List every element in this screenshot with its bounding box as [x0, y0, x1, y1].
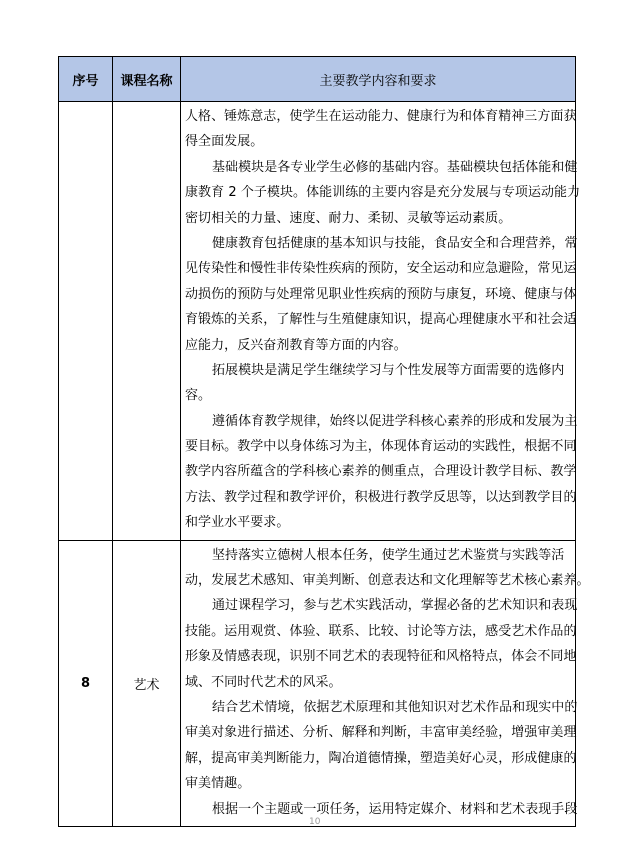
content-line: 域、不同时代艺术的风采。 — [185, 674, 342, 690]
content-line: 密切相关的力量、速度、耐力、柔韧、灵敏等运动素质。 — [185, 210, 512, 226]
table-row — [59, 102, 576, 541]
course-name: 艺术 — [113, 540, 181, 826]
content-line: 基础模块是各专业学生必修的基础内容。基础模块包括体能和健 — [212, 159, 578, 175]
content-line: 遵循体育教学规律，始终以促进学科核心素养的形成和发展为主 — [212, 413, 578, 429]
content-line: 要目标。教学中以身体练习为主，体现体育运动的实践性，根据不同 — [185, 439, 577, 455]
content-line: 教学内容所蕴含的学科核心素养的侧重点，合理设计教学目标、教学 — [185, 464, 577, 480]
content-line: 和学业水平要求。 — [185, 515, 290, 531]
content-line: 技能。运用观赏、体验、联系、比较、讨论等方法，感受艺术作品的 — [185, 623, 577, 639]
content-line: 审美情趣。 — [185, 776, 251, 792]
content-line: 康教育 2 个子模块。体能训练的主要内容是充分发展与专项运动能力 — [185, 185, 581, 201]
content-line: 形象及情感表现，识别不同艺术的表现特征和风格特点，体会不同地 — [185, 649, 577, 665]
content-line: 健康教育包括健康的基本知识与技能，食品安全和合理营养，常 — [212, 235, 578, 251]
content-line: 动损伤的预防与处理常见职业性疾病的预防与康复，环境、健康与体 — [185, 286, 577, 302]
content-line: 审美对象进行描述、分析、解释和判断，丰富审美经验，增强审美理 — [185, 725, 577, 741]
content-line: 解，提高审美判断能力，陶冶道德情操，塑造美好心灵，形成健康的 — [185, 750, 577, 766]
course-content — [181, 540, 590, 826]
content-line: 方法、教学过程和教学评价，积极进行教学反思等，以达到教学目的 — [185, 489, 577, 505]
header-content: 主要教学内容和要求 — [181, 57, 576, 102]
content-line: 得全面发展。 — [185, 134, 264, 150]
course-table — [58, 56, 590, 827]
content-line: 人格、锤炼意志，使学生在运动能力、健康行为和体育精神三方面获 — [185, 109, 577, 124]
header-course-name: 课程名称 — [113, 57, 181, 102]
content-line: 见传染性和慢性非传染性疾病的预防，安全运动和应急避险，常见运 — [185, 261, 577, 277]
content-line: 坚持落实立德树人根本任务，使学生通过艺术鉴赏与实践等活 — [212, 547, 565, 563]
course-content — [181, 102, 581, 541]
content-line: 通过课程学习，参与艺术实践活动，掌握必备的艺术知识和表现 — [212, 598, 578, 614]
content-line: 结合艺术情境，依据艺术原理和其他知识对艺术作品和现实中的 — [212, 699, 578, 715]
header-number: 序号 — [59, 57, 113, 102]
content-line: 应能力，反兴奋剂教育等方面的内容。 — [185, 337, 407, 353]
row-number: 8 — [59, 540, 113, 826]
content-line: 根据一个主题或一项任务，运用特定媒介、材料和艺术表现手段 — [212, 801, 578, 817]
course-name — [113, 102, 181, 541]
page-number: 10 — [309, 817, 321, 827]
table-row — [59, 540, 576, 826]
content-line: 育锻炼的关系，了解性与生殖健康知识，提高心理健康水平和社会适 — [185, 312, 577, 328]
table-header-row — [59, 57, 576, 102]
row-number — [59, 102, 113, 541]
content-line: 动，发展艺术感知、审美判断、创意表达和文化理解等艺术核心素养。 — [185, 573, 590, 589]
content-line: 拓展模块是满足学生继续学习与个性发展等方面需要的选修内 — [212, 362, 565, 378]
content-line: 容。 — [185, 388, 212, 404]
